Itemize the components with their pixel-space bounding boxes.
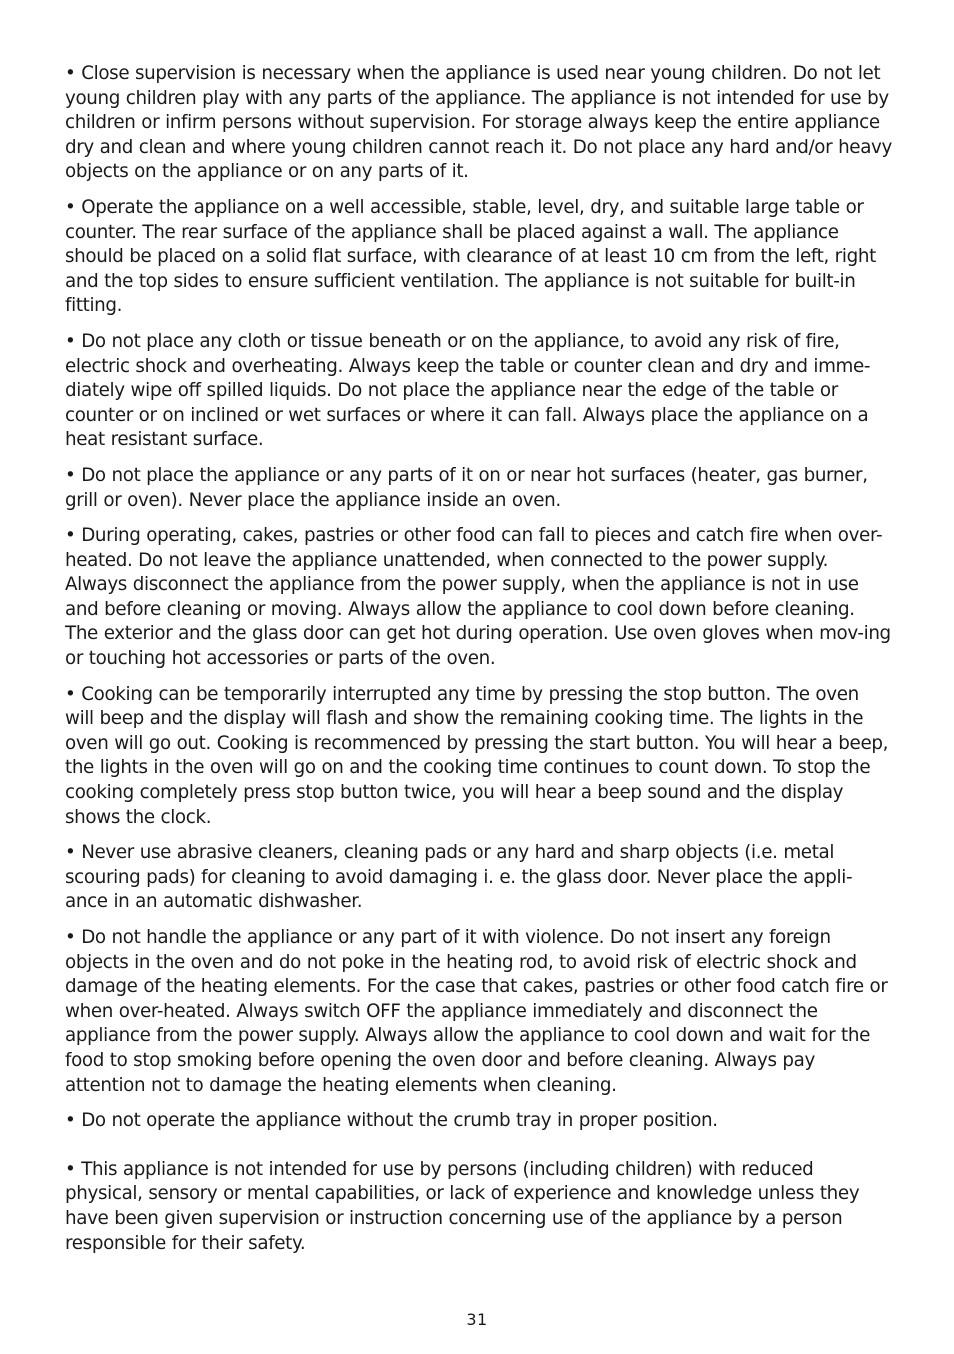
paragraph-placement: • Operate the appliance on a well accessible, stable, level, dry, and suitable large table or counter. The rear surface of the appliance shall be placed against a wall. The appliance should be placed on a solid flat surface, with clearance of at least 10 cm from the left, right and the top sides to ensure sufficient ventilation. The appliance is not suitable for built-in fitting.: [65, 196, 876, 317]
paragraph-supervision: • Close supervision is necessary when the appliance is used near young children. Do not let young children play with any parts of the appliance. The appliance is not intended for use by children or infirm persons without supervision. For storage always keep the entire appliance dry and clean and where young children cannot reach it. Do not place any hard and/or heavy objects on the appliance or on any parts of it.: [65, 63, 892, 183]
document-body: [65, 62, 893, 1267]
paragraph-violence: • Do not handle the appliance or any part of it with violence. Do not insert any foreign objects in the oven and do not poke in the heating rod, to avoid risk of electric shock and damage of the heating elements. For the case that cakes, pastries or other food catch fire or when over-heated. Always switch OFF the appliance immediately and disconnect the appliance from the power supply. Always allow the appliance to cool down and wait for the food to stop smoking before opening the oven door and before cleaning. Always pay attention not to damage the heating elements when cleaning.: [65, 927, 888, 1096]
paragraph-crumb-tray: • Do not operate the appliance without the crumb tray in proper position.: [65, 1110, 718, 1132]
paragraph-hot-surfaces: • Do not place the appliance or any parts of it on or near hot surfaces (heater, gas burner, grill or oven). Never place the appliance inside an oven.: [65, 464, 868, 511]
paragraph-cooking-interrupt: • Cooking can be temporarily interrupted any time by pressing the stop button. The oven will beep and the display will flash and show the remaining cooking time. The lights in the oven will go out. Cooking is recommenced by pressing the start button. You will hear a beep, the lights in the oven will go on and the cooking time continues to count down. To stop the cooking completely press stop button twice, you will hear a beep sound and the display shows the clock.: [65, 683, 889, 828]
paragraph-cloth-tissue: • Do not place any cloth or tissue beneath or on the appliance, to avoid any risk of fire, electric shock and overheating. Always keep the table or counter clean and dry and imme-diately wipe off spilled liquids. Do not place the appliance near the edge of the table or counter or on inclined or wet surfaces or where it can fall. Always place the appliance on a heat resistant surface.: [65, 330, 871, 451]
paragraph-reduced-capabilities: • This appliance is not intended for use by persons (including children) with reduced physical, sensory or mental capabilities, or lack of experience and knowledge unless they have been given supervision or instruction concerning use of the appliance by a person responsible for their safety.: [65, 1158, 860, 1254]
paragraph-operating: • During operating, cakes, pastries or other food can fall to pieces and catch fire when over-heated. Do not leave the appliance unattended, when connected to the power supply. Always disconnect the appliance from the power supply, when the appliance is not in use and before cleaning or moving. Always allow the appliance to cool down before cleaning. The exterior and the glass door can get hot during operation. Use oven gloves when mov-ing or touching hot accessories or parts of the oven.: [65, 525, 891, 670]
page-number: 31: [466, 1310, 488, 1329]
paragraph-cleaners: • Never use abrasive cleaners, cleaning pads or any hard and sharp objects (i.e. metal scouring pads) for cleaning to avoid damaging i. e. the glass door. Never place the appli-ance in an automatic dishwasher.: [65, 842, 853, 913]
